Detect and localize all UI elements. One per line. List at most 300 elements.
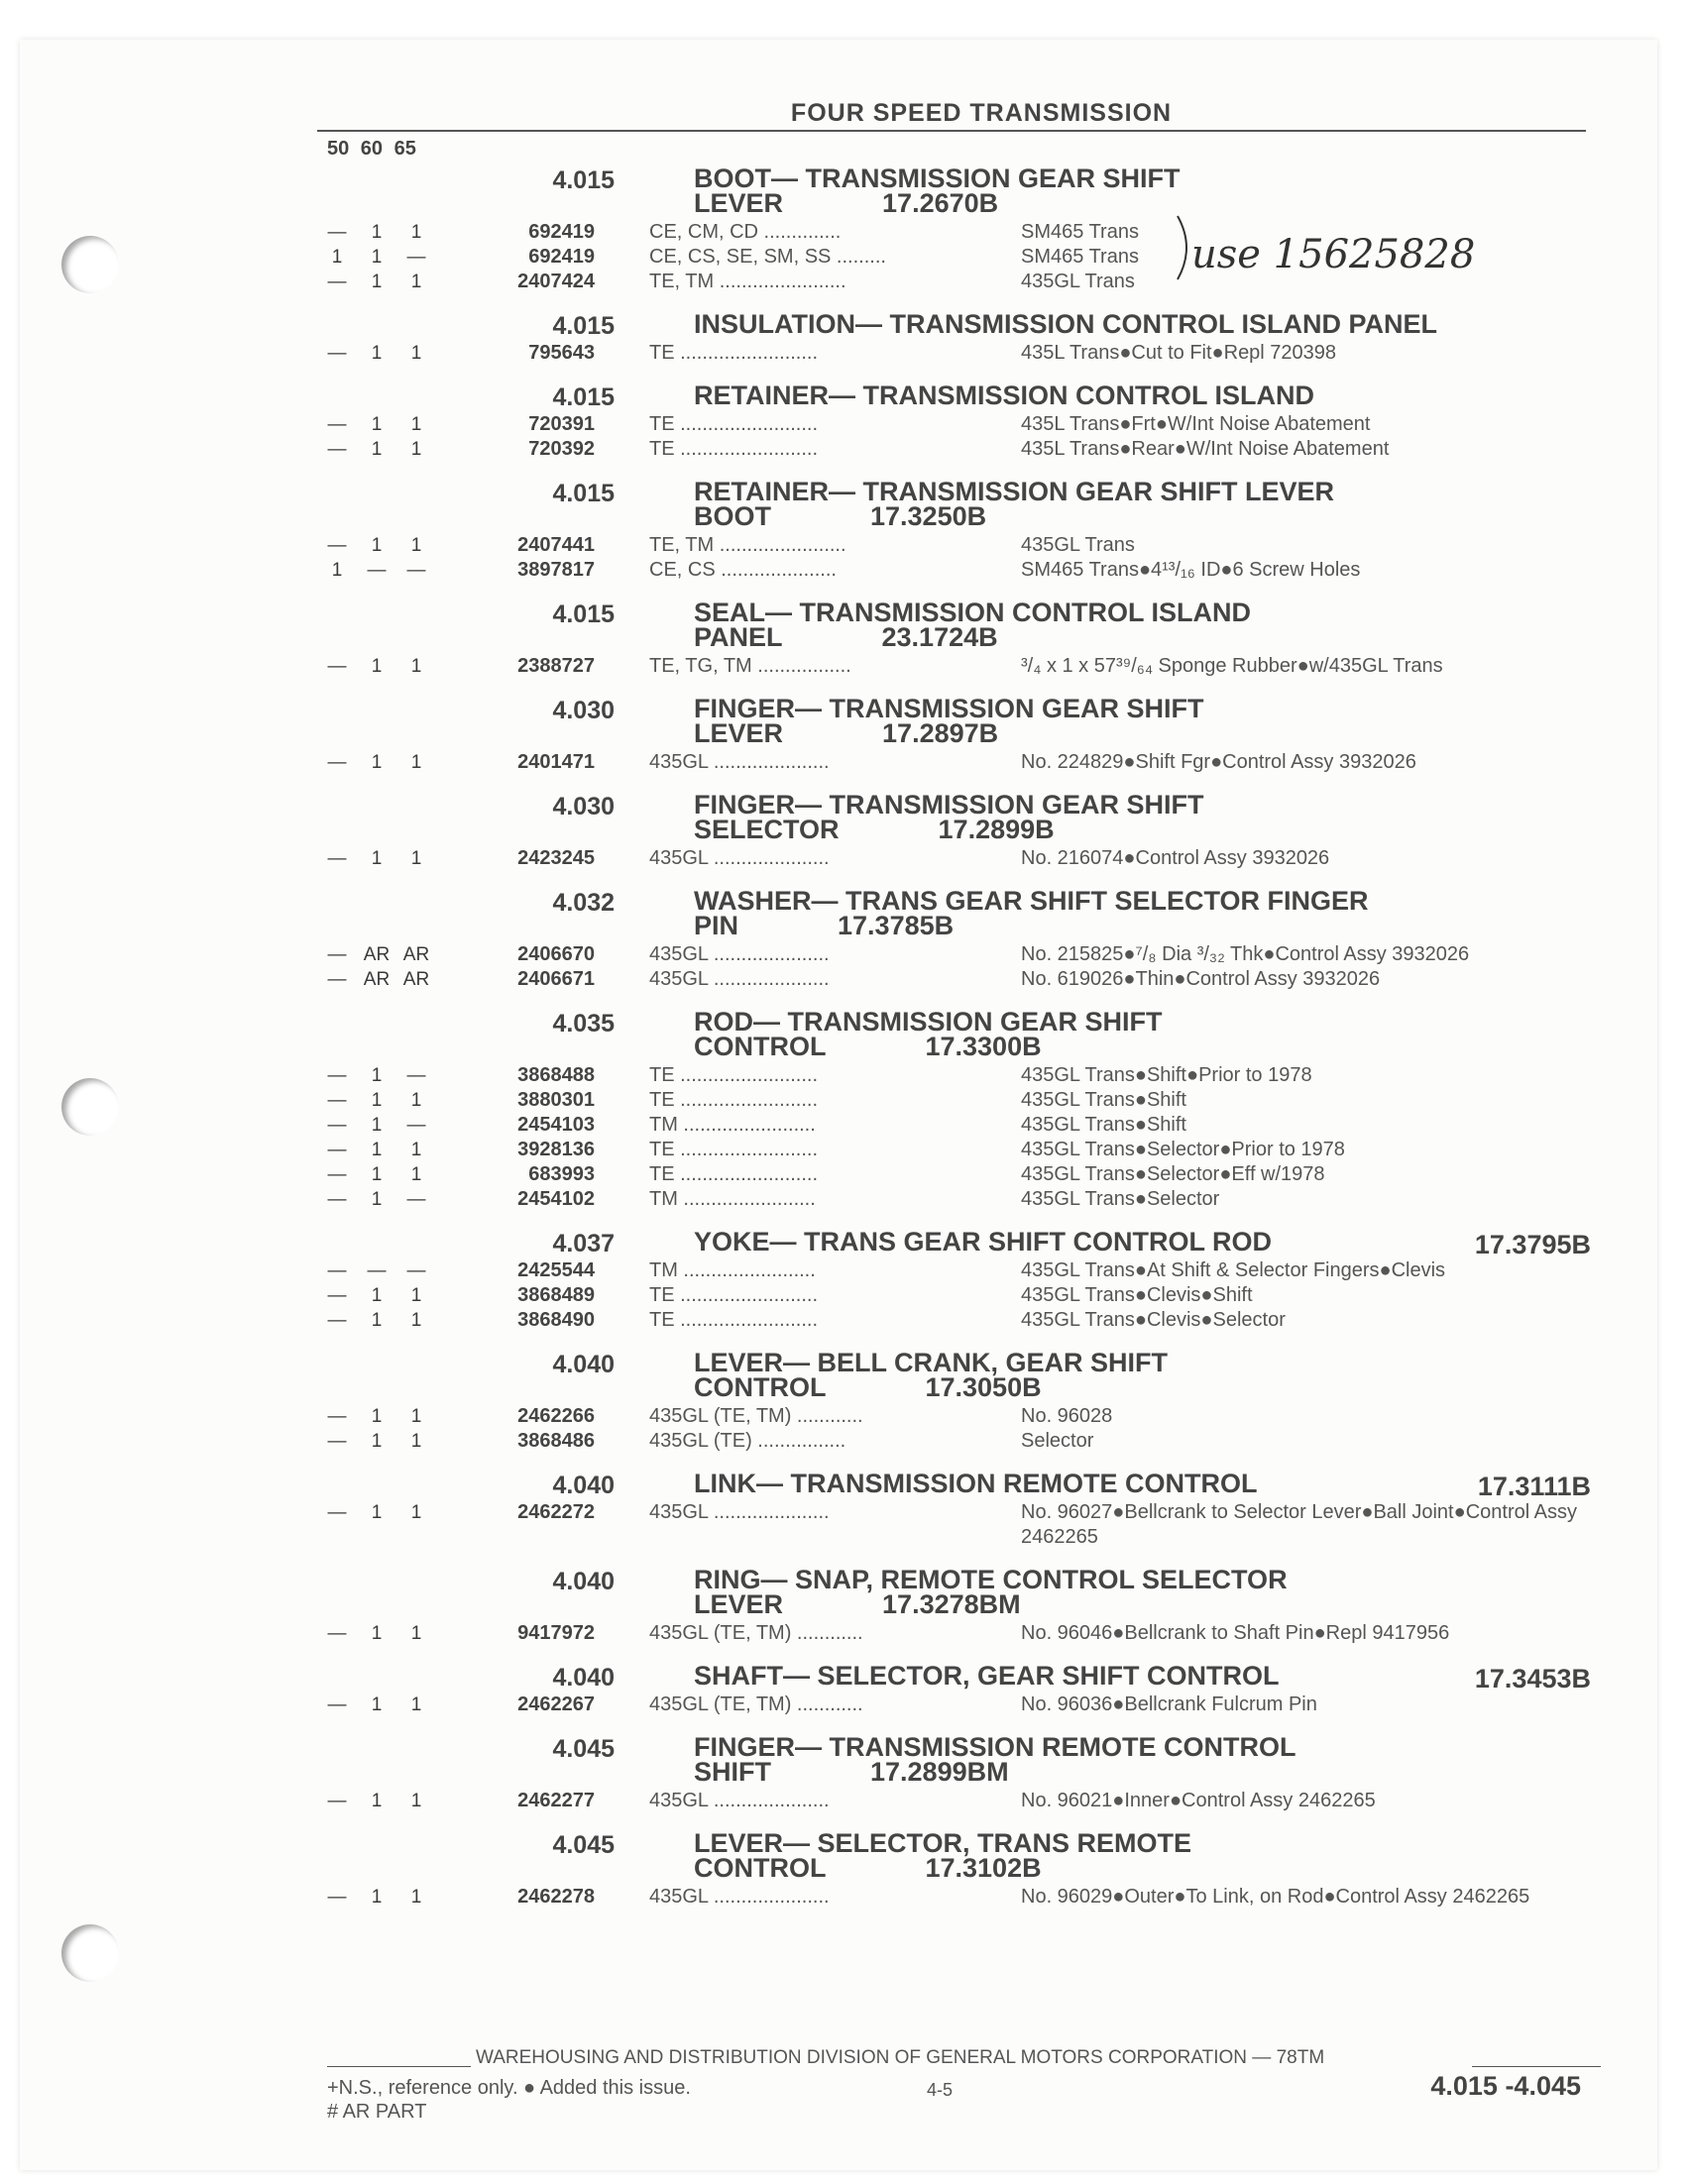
section-number: 4.030	[552, 793, 615, 820]
model-applicability: 435GL (TE, TM) ............	[649, 1622, 863, 1644]
section-header	[317, 1347, 1591, 1400]
section-subtitle	[694, 911, 1591, 940]
section-number: 4.040	[552, 1351, 615, 1378]
section-name: SHAFT— SELECTOR, GEAR SHIFT CONTROL	[694, 1661, 1280, 1691]
section-name: FINGER— TRANSMISSION REMOTE CONTROL	[694, 1732, 1296, 1762]
section-number: 4.045	[552, 1831, 615, 1859]
section-title	[694, 1006, 1591, 1059]
section-number: 4.015	[552, 601, 615, 628]
section-number: 4.045	[552, 1735, 615, 1763]
part-description: 435GL Trans●Selector●Prior to 1978	[1021, 1139, 1345, 1160]
year-qty: —	[327, 272, 347, 292]
model-applicability: 435GL (TE, TM) ............	[649, 1693, 863, 1715]
section-subtitle	[694, 501, 1591, 531]
section-items	[317, 337, 1591, 376]
year-qty: 1	[410, 272, 422, 292]
part-number: 2462278	[517, 1886, 595, 1908]
part-row	[317, 1088, 1591, 1113]
year-qty: 1	[371, 1310, 383, 1331]
footer-ar-legend: # AR PART	[327, 2101, 427, 2123]
section-group-ref: 17.3050B	[925, 1372, 1042, 1402]
section-subtitle	[694, 1853, 1591, 1883]
section-header	[317, 476, 1591, 529]
year-qty: 1	[371, 1502, 383, 1523]
section-subtitle	[694, 1372, 1591, 1402]
section-name: RING— SNAP, REMOTE CONTROL SELECTOR	[694, 1565, 1288, 1594]
page-title: FOUR SPEED TRANSMISSION	[790, 99, 1173, 127]
model-applicability: 435GL (TE) ................	[649, 1430, 846, 1452]
section-title	[694, 597, 1591, 650]
section-subtitle	[694, 1757, 1591, 1787]
part-row	[317, 1187, 1591, 1212]
model-applicability: TE .........................	[649, 1163, 819, 1185]
binder-hole-middle	[61, 1078, 119, 1136]
section-subname: SELECTOR	[694, 815, 840, 844]
year-qty: 1	[371, 1694, 383, 1715]
year-qty: —	[406, 1115, 426, 1136]
section-items	[317, 1689, 1591, 1727]
section-header	[317, 597, 1591, 650]
part-row	[317, 1308, 1591, 1333]
section-number: 4.040	[552, 1472, 615, 1499]
model-applicability: TM ........................	[649, 1188, 816, 1210]
part-row	[317, 1789, 1591, 1813]
model-applicability: TE, TM .......................	[649, 271, 846, 292]
part-number: 2454103	[517, 1114, 595, 1136]
section-number: 4.040	[552, 1568, 615, 1595]
part-row	[317, 437, 1591, 462]
part-number: 9417972	[517, 1622, 595, 1644]
section-group-ref: 17.2670B	[882, 188, 999, 218]
part-description: 435GL Trans	[1021, 534, 1135, 556]
year-qty: 1	[371, 1189, 383, 1210]
section-subname: CONTROL	[694, 1853, 827, 1883]
year-qty: —	[327, 1694, 347, 1715]
part-number: 2425544	[517, 1259, 595, 1281]
section-group-ref: 17.3785B	[838, 911, 955, 940]
section-items	[317, 1059, 1591, 1222]
year-qty: 1	[371, 1065, 383, 1086]
part-number: 692419	[528, 246, 595, 268]
section-items	[317, 938, 1591, 1002]
part-row	[317, 1500, 1591, 1550]
part-number: 795643	[528, 342, 595, 364]
section-items	[317, 1496, 1591, 1560]
section-title	[694, 1660, 1591, 1689]
model-applicability: CE, CM, CD ..............	[649, 221, 842, 243]
model-applicability: TE .........................	[649, 342, 819, 364]
footer-rule-left	[327, 2066, 471, 2067]
section-header	[317, 1226, 1591, 1259]
year-qty: 1	[371, 1406, 383, 1427]
year-qty: 1	[371, 1887, 383, 1908]
footer-org-text: WAREHOUSING AND DISTRIBUTION DIVISION OF GENERAL MOTORS CORPORATION — 78TM	[476, 2047, 1325, 2068]
model-applicability: TE .........................	[649, 1089, 819, 1111]
part-row	[317, 942, 1591, 967]
footer-rule-right	[1472, 2066, 1601, 2067]
section-title	[694, 1347, 1591, 1400]
section-subname: LEVER	[694, 188, 784, 218]
year-qty: —	[367, 1260, 387, 1281]
section-name: RETAINER— TRANSMISSION GEAR SHIFT LEVER	[694, 477, 1335, 506]
part-description: 435GL Trans●Shift	[1021, 1114, 1186, 1136]
section-number: 4.015	[552, 480, 615, 507]
section-subname: CONTROL	[694, 1372, 827, 1402]
year-qty: 1	[410, 1090, 422, 1111]
year-qty: —	[406, 1260, 426, 1281]
year-qty: 1	[410, 343, 422, 364]
year-qty: 1	[371, 343, 383, 364]
parts-list	[317, 159, 1591, 1919]
year-qty: 1	[331, 560, 343, 581]
year-qty: —	[327, 439, 347, 460]
year-qty: 1	[371, 1140, 383, 1160]
section-name: YOKE— TRANS GEAR SHIFT CONTROL ROD	[694, 1227, 1273, 1256]
section-range: 4.015 -4.045	[1430, 2071, 1581, 2101]
section-subtitle	[694, 622, 1591, 652]
year-qty: —	[406, 1065, 426, 1086]
section-group-ref: 17.3102B	[925, 1853, 1042, 1883]
part-description: SM465 Trans	[1021, 246, 1139, 268]
part-description: 435GL Trans●Clevis●Shift	[1021, 1284, 1253, 1306]
section-group-ref: 17.2899B	[938, 815, 1055, 844]
year-qty: 1	[410, 1694, 422, 1715]
part-number: 683993	[528, 1163, 595, 1185]
year-qty: 1	[410, 1502, 422, 1523]
year-qty: —	[327, 1310, 347, 1331]
section-name: LEVER— SELECTOR, TRANS REMOTE	[694, 1828, 1192, 1858]
year-qty: 1	[371, 1431, 383, 1452]
part-row	[317, 846, 1591, 871]
part-description: No. 96046●Bellcrank to Shaft Pin●Repl 9417956	[1021, 1622, 1450, 1644]
year-qty: 1	[371, 848, 383, 869]
model-applicability: 435GL .....................	[649, 1501, 830, 1523]
section-number: 4.030	[552, 697, 615, 724]
section-subtitle	[694, 1589, 1591, 1619]
year-qty: 1	[410, 656, 422, 677]
section-title	[694, 1468, 1591, 1496]
section-group-ref: 17.3111B	[1477, 1472, 1591, 1501]
section-header	[317, 1468, 1591, 1501]
section-title	[694, 1564, 1591, 1617]
model-applicability: CE, CS .....................	[649, 559, 837, 581]
section-header	[317, 693, 1591, 746]
part-row	[317, 1693, 1591, 1717]
part-description: No. 96028	[1021, 1405, 1113, 1427]
part-number: 2462266	[517, 1405, 595, 1427]
section-subtitle	[694, 718, 1591, 748]
year-qty: AR	[402, 969, 430, 990]
year-qty: 1	[371, 222, 383, 243]
section-header	[317, 1731, 1591, 1785]
section-items	[317, 650, 1591, 689]
part-row	[317, 1429, 1591, 1454]
section-name: RETAINER— TRANSMISSION CONTROL ISLAND	[694, 381, 1315, 410]
year-qty: —	[327, 1285, 347, 1306]
year-qty: 1	[410, 414, 422, 435]
part-row	[317, 1621, 1591, 1646]
year-qty: 1	[410, 1791, 422, 1811]
section-number: 4.015	[552, 383, 615, 411]
part-number: 720391	[528, 413, 595, 435]
model-applicability: 435GL .....................	[649, 968, 830, 990]
part-description: 435GL Trans●Shift●Prior to 1978	[1021, 1064, 1312, 1086]
binder-hole-top	[61, 236, 119, 293]
year-qty: 1	[410, 1285, 422, 1306]
part-row	[317, 1138, 1591, 1162]
section-title	[694, 1226, 1591, 1255]
part-number: 2407441	[517, 534, 595, 556]
year-qty: 1	[371, 439, 383, 460]
year-qty: —	[406, 247, 426, 268]
part-row	[317, 533, 1591, 558]
year-qty: 1	[410, 752, 422, 773]
section-title	[694, 789, 1591, 842]
year-qty: 1	[410, 1623, 422, 1644]
section-subname: LEVER	[694, 718, 784, 748]
year-qty: —	[327, 1260, 347, 1281]
model-applicability: TE .........................	[649, 1139, 819, 1160]
section-number: 4.035	[552, 1010, 615, 1037]
part-row	[317, 1258, 1591, 1283]
part-row	[317, 1063, 1591, 1088]
year-qty: 1	[371, 1115, 383, 1136]
part-description: No. 96036●Bellcrank Fulcrum Pin	[1021, 1693, 1317, 1715]
part-number: 2406670	[517, 943, 595, 965]
part-number: 2388727	[517, 655, 595, 677]
year-qty: —	[327, 656, 347, 677]
part-number: 2401471	[517, 751, 595, 773]
section-items	[317, 1785, 1591, 1823]
year-qty: 1	[371, 1164, 383, 1185]
part-description: No. 96027●Bellcrank to Selector Lever●Ball Joint●Control Assy 2462265	[1021, 1501, 1577, 1548]
section-number: 4.015	[552, 312, 615, 340]
section-name: FINGER— TRANSMISSION GEAR SHIFT	[694, 790, 1204, 819]
year-qty: 1	[371, 272, 383, 292]
section-subname: PANEL	[694, 622, 783, 652]
part-description: 435GL Trans●Selector	[1021, 1188, 1220, 1210]
section-name: FINGER— TRANSMISSION GEAR SHIFT	[694, 694, 1204, 723]
page-number: 4-5	[927, 2080, 954, 2100]
year-qty: —	[327, 222, 347, 243]
year-qty: 1	[371, 656, 383, 677]
part-row	[317, 412, 1591, 437]
year-qty: 1	[371, 1623, 383, 1644]
section-header	[317, 1660, 1591, 1693]
part-row	[317, 341, 1591, 366]
section-subname: CONTROL	[694, 1032, 827, 1061]
section-group-ref: 23.1724B	[881, 622, 998, 652]
model-applicability: TE .........................	[649, 438, 819, 460]
part-number: 2407424	[517, 271, 595, 292]
handwritten-note	[1170, 208, 1546, 297]
year-qty: —	[327, 414, 347, 435]
section-title	[694, 308, 1591, 337]
section-group-ref: 17.2899BM	[870, 1757, 1009, 1787]
part-description: SM465 Trans	[1021, 221, 1139, 243]
year-qty: —	[327, 848, 347, 869]
part-number: 3928136	[517, 1139, 595, 1160]
model-applicability: TE .........................	[649, 413, 819, 435]
section-name: LEVER— BELL CRANK, GEAR SHIFT	[694, 1348, 1169, 1377]
section-header	[317, 1006, 1591, 1059]
section-items	[317, 1881, 1591, 1919]
section-group-ref: 17.2897B	[882, 718, 999, 748]
section-group-ref: 17.3453B	[1474, 1664, 1591, 1693]
model-applicability: TE, TG, TM .................	[649, 655, 851, 677]
part-description: 435L Trans●Rear●W/Int Noise Abatement	[1021, 438, 1390, 460]
year-qty: AR	[363, 969, 391, 990]
section-name: LINK— TRANSMISSION REMOTE CONTROL	[694, 1469, 1258, 1498]
year-qty: 1	[410, 1140, 422, 1160]
part-row	[317, 558, 1591, 583]
section-items	[317, 529, 1591, 593]
model-applicability: 435GL .....................	[649, 751, 830, 773]
model-applicability: 435GL .....................	[649, 1790, 830, 1811]
year-qty: 1	[371, 535, 383, 556]
section-subtitle	[694, 815, 1591, 844]
section-subname: BOOT	[694, 501, 771, 531]
year-qty: —	[327, 1791, 347, 1811]
section-name: ROD— TRANSMISSION GEAR SHIFT	[694, 1007, 1163, 1037]
section-header	[317, 789, 1591, 842]
section-title	[694, 380, 1591, 408]
part-number: 2462267	[517, 1693, 595, 1715]
part-description: 435L Trans●Frt●W/Int Noise Abatement	[1021, 413, 1371, 435]
section-group-ref: 17.3278BM	[882, 1589, 1021, 1619]
section-number: 4.032	[552, 889, 615, 917]
part-description: No. 619026●Thin●Control Assy 3932026	[1021, 968, 1381, 990]
year-qty: AR	[363, 944, 391, 965]
year-qty: —	[327, 1140, 347, 1160]
section-header	[317, 308, 1591, 340]
year-qty: —	[327, 1502, 347, 1523]
year-qty: —	[327, 1406, 347, 1427]
part-row	[317, 654, 1591, 679]
year-qty: —	[327, 1887, 347, 1908]
part-row	[317, 1283, 1591, 1308]
section-items	[317, 746, 1591, 785]
year-qty: —	[327, 1189, 347, 1210]
section-header	[317, 1827, 1591, 1881]
part-row	[317, 1162, 1591, 1187]
part-number: 3868490	[517, 1309, 595, 1331]
part-description: No. 96029●Outer●To Link, on Rod●Control Assy 2462265	[1021, 1886, 1530, 1908]
model-applicability: 435GL .....................	[649, 847, 830, 869]
part-description: Selector	[1021, 1430, 1094, 1452]
section-subtitle	[694, 1032, 1591, 1061]
year-qty: —	[327, 1065, 347, 1086]
section-items	[317, 842, 1591, 881]
model-applicability: TE, TM .......................	[649, 534, 846, 556]
part-number: 2423245	[517, 847, 595, 869]
part-description: 435GL Trans●Selector●Eff w/1978	[1021, 1163, 1325, 1185]
part-number: 692419	[528, 221, 595, 243]
year-qty: 1	[410, 222, 422, 243]
part-number: 3868489	[517, 1284, 595, 1306]
year-qty: —	[327, 944, 347, 965]
year-qty: 1	[410, 1431, 422, 1452]
year-qty: 1	[371, 247, 383, 268]
part-description: 435L Trans●Cut to Fit●Repl 720398	[1021, 342, 1337, 364]
year-qty: 1	[410, 1406, 422, 1427]
binder-hole-bottom	[61, 1924, 119, 1982]
part-number: 2406671	[517, 968, 595, 990]
section-items	[317, 1400, 1591, 1464]
year-qty: —	[327, 1090, 347, 1111]
section-group-ref: 17.3300B	[925, 1032, 1042, 1061]
section-name: BOOT— TRANSMISSION GEAR SHIFT	[694, 164, 1181, 193]
year-qty: —	[327, 1623, 347, 1644]
model-applicability: TM ........................	[649, 1259, 816, 1281]
year-qty: —	[367, 560, 387, 581]
part-row	[317, 1113, 1591, 1138]
part-description: 435GL Trans●Clevis●Selector	[1021, 1309, 1286, 1331]
model-applicability: TE .........................	[649, 1284, 819, 1306]
year-qty: —	[327, 535, 347, 556]
part-description: SM465 Trans●4¹³/₁₆ ID●6 Screw Holes	[1021, 559, 1361, 581]
part-number: 2462272	[517, 1501, 595, 1523]
model-applicability: CE, CS, SE, SM, SS .........	[649, 246, 886, 268]
section-subname: PIN	[694, 911, 739, 940]
part-number: 2462277	[517, 1790, 595, 1811]
part-row	[317, 750, 1591, 775]
year-qty: 1	[371, 1090, 383, 1111]
title-rule	[317, 130, 1586, 132]
part-description: No. 96021●Inner●Control Assy 2462265	[1021, 1790, 1376, 1811]
section-header	[317, 380, 1591, 411]
section-number: 4.040	[552, 1664, 615, 1692]
model-applicability: TE .........................	[649, 1309, 819, 1331]
year-qty: 1	[410, 535, 422, 556]
part-number: 3897817	[517, 559, 595, 581]
section-title	[694, 476, 1591, 529]
part-description: No. 215825●⁷/₈ Dia ³/₃₂ Thk●Control Assy 3932026	[1021, 943, 1470, 965]
year-qty: 1	[371, 752, 383, 773]
section-header	[317, 885, 1591, 938]
part-description: ³/₄ x 1 x 57³⁹/₆₄ Sponge Rubber●w/435GL Trans	[1021, 655, 1443, 677]
year-qty: 1	[331, 247, 343, 268]
part-description: 435GL Trans●At Shift & Selector Fingers●Clevis	[1021, 1259, 1446, 1281]
year-qty: 1	[410, 1310, 422, 1331]
model-applicability: 435GL .....................	[649, 1886, 830, 1908]
section-number: 4.037	[552, 1230, 615, 1257]
section-items	[317, 1617, 1591, 1656]
part-description: 435GL Trans	[1021, 271, 1135, 292]
part-row	[317, 967, 1591, 992]
section-group-ref: 17.3250B	[870, 501, 987, 531]
year-qty: —	[327, 969, 347, 990]
part-number: 2454102	[517, 1188, 595, 1210]
year-qty: —	[406, 560, 426, 581]
year-qty: —	[327, 1115, 347, 1136]
part-number: 3868486	[517, 1430, 595, 1452]
section-title	[694, 885, 1591, 938]
year-qty: 1	[410, 1887, 422, 1908]
section-header	[317, 1564, 1591, 1617]
year-qty: 1	[410, 848, 422, 869]
year-qty: —	[327, 752, 347, 773]
year-qty: —	[327, 1164, 347, 1185]
footer-legend: +N.S., reference only. ● Added this issue.	[327, 2077, 691, 2099]
year-qty: 1	[371, 414, 383, 435]
part-row	[317, 1404, 1591, 1429]
year-qty: 1	[410, 1164, 422, 1185]
year-qty: 1	[371, 1791, 383, 1811]
year-qty: —	[406, 1189, 426, 1210]
section-subname: LEVER	[694, 1589, 784, 1619]
year-qty: —	[327, 343, 347, 364]
